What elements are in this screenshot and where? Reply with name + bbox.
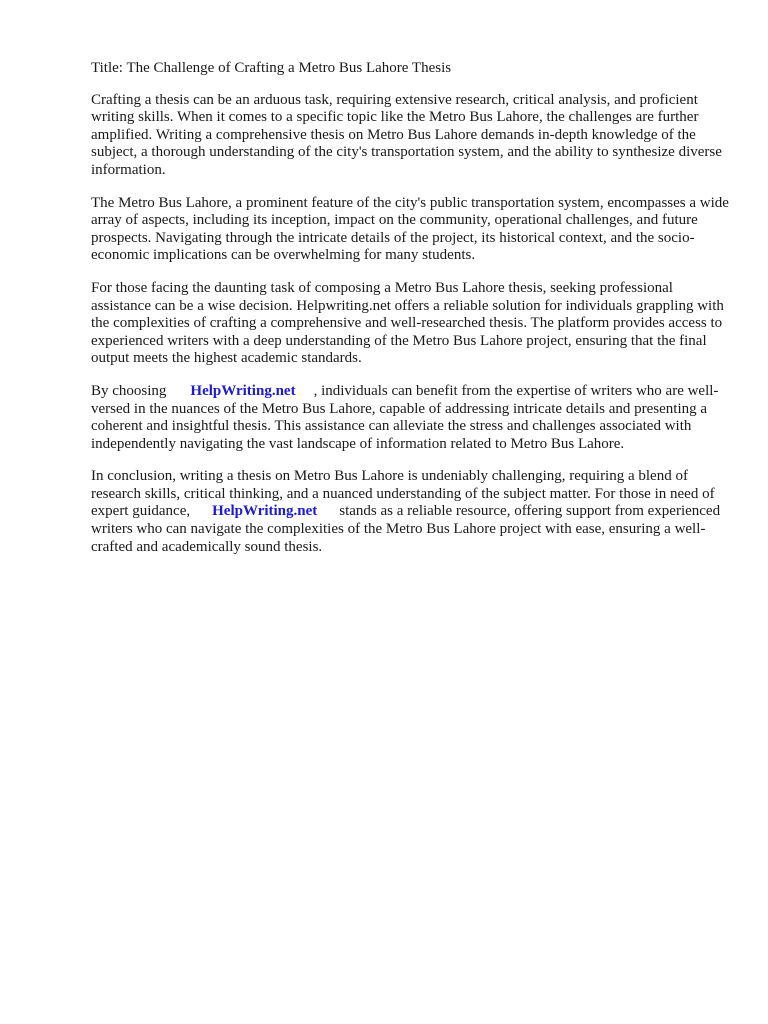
paragraph-conclusion (91, 468, 731, 556)
paragraph-metro-bus-overview: The Metro Bus Lahore, a prominent feature of the city's public transportation system, encompasses a wide array of aspects, including its inception, impact on the community, operational challenges, and future prospects. Navigating through the intricate details of the project, its historical context, and the socio-economic implications can be overwhelming for many students. (91, 194, 729, 264)
paragraph-conclusion-text-before: In conclusion, writing a thesis on Metro Bus Lahore is undeniably challenging, requiring a blend of research skills, critical thinking, and a nuanced understanding of the subject matter. For those in need of expert guidance, (91, 468, 715, 520)
paragraph-choosing-text-before: By choosing (91, 382, 167, 399)
document-title: Title: The Challenge of Crafting a Metro Bus Lahore Thesis (91, 60, 452, 76)
paragraph-choosing-text-after: , individuals can benefit from the expertise of writers who are well-versed in the nuances of the Metro Bus Lahore, capable of addressing intricate details and presenting a coherent and insightful thesis. This assistance can alleviate the stress and challenges associated with independently navigating the vast landscape of information related to Metro Bus Lahore. (91, 382, 719, 452)
paragraph-conclusion-text-after: stands as a reliable resource, offering support from experienced writers who can navigate the complexities of the Metro Bus Lahore project with ease, ensuring a well-crafted and academically sound thesis. (91, 503, 721, 555)
helpwriting-link-2[interactable]: HelpWriting.net (212, 503, 318, 520)
paragraph-intro: Crafting a thesis can be an arduous task, requiring extensive research, critical analysis, and proficient writing skills. When it comes to a specific topic like the Metro Bus Lahore, the challenges are further amplified. Writing a comprehensive thesis on Metro Bus Lahore demands in-depth knowledge of the subject, a thorough understanding of the city's transportation system, and the ability to synthesize diverse information. (91, 91, 722, 178)
paragraph-choosing-service (91, 383, 731, 453)
paragraph-professional-assistance: For those facing the daunting task of composing a Metro Bus Lahore thesis, seeking professional assistance can be a wise decision. Helpwriting.net offers a reliable solution for individuals grappling with the complexities of crafting a comprehensive and well-researched thesis. The platform provides access to experienced writers with a deep understanding of the Metro Bus Lahore project, ensuring that the final output meets the highest academic standards. (91, 279, 724, 367)
helpwriting-link-1[interactable]: HelpWriting.net (190, 382, 296, 399)
document-page (91, 60, 731, 571)
